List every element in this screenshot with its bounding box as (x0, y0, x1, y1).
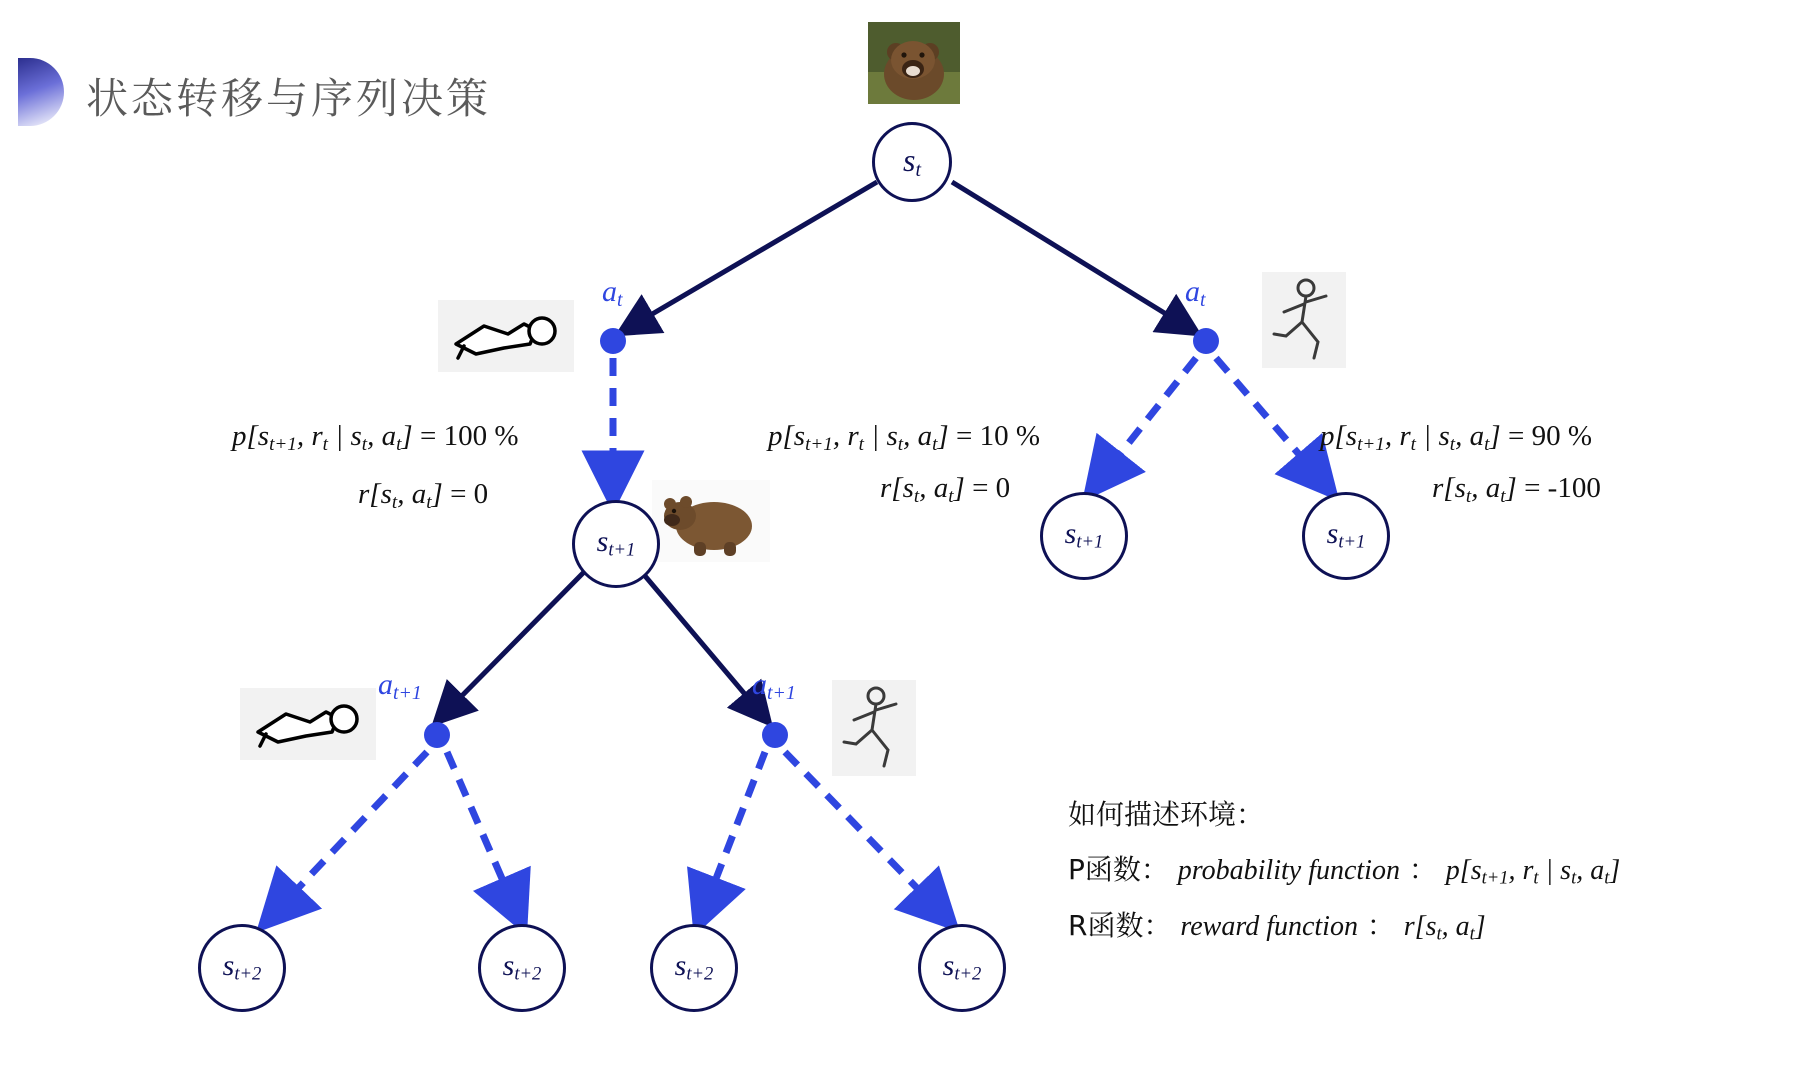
annotation-left-probability: $p[s_{t+1}$, $r_t$ | $s_t$, $a_t] = 100$ % (232, 420, 519, 455)
state-node-s-t1-right[interactable]: $s_{t+1}$ (1302, 492, 1390, 580)
state-node-root-label: $s_t$ (903, 141, 921, 181)
person-lying-down-icon (438, 300, 574, 372)
annotation-mid-probability: $p[s_{t+1}$, $r_t$ | $s_t$, $a_t] = 10$ % (768, 420, 1040, 455)
action-label-at-right: $a_t$ (1185, 275, 1206, 311)
legend-row-r (1068, 901, 1620, 951)
bear-standing-photo (652, 480, 770, 562)
action-node-at-left[interactable] (600, 328, 626, 354)
legend-r-formula: $r[s_t$, $a_t$] (1403, 911, 1486, 944)
state-node-s-t1-left[interactable]: $s_{t+1}$ (572, 500, 660, 588)
state-node-s-t2-2[interactable]: $s_{t+2}$ (478, 924, 566, 1012)
legend-p-formula: $p[s_{t+1}$, $r_t$ | $s_t$, $a_t$] (1445, 855, 1621, 888)
legend-heading: 如何描述环境： (1068, 798, 1265, 831)
legend-r-sep: ： (1366, 909, 1395, 942)
legend-p-sep: ： (1408, 853, 1437, 886)
legend-block (1068, 790, 1620, 957)
legend-r-term: reward function (1180, 911, 1358, 942)
state-node-s-t1-mid[interactable]: $s_{t+1}$ (1040, 492, 1128, 580)
state-node-s-t2-1[interactable]: $s_{t+2}$ (198, 924, 286, 1012)
legend-r-name: R函数： (1068, 909, 1172, 942)
page-title: 状态转移与序列决策 (86, 74, 492, 123)
annotation-left-reward: $r[s_t$, $a_t] = 0$ (358, 478, 489, 513)
annotation-right-reward: $r[s_t$, $a_t] = -100$ (1432, 472, 1601, 507)
annotation-mid-reward: $r[s_t$, $a_t] = 0$ (880, 472, 1011, 507)
action-label-at1-right: $a_{t+1}$ (752, 668, 796, 704)
legend-row-p (1068, 845, 1620, 895)
state-node-s-t2-4[interactable]: $s_{t+2}$ (918, 924, 1006, 1012)
bear-roaring-photo (868, 22, 960, 104)
action-node-at-right[interactable] (1193, 328, 1219, 354)
person-lying-down-icon-2 (240, 688, 376, 760)
person-running-icon-2 (832, 680, 916, 776)
action-node-at1-left[interactable] (424, 722, 450, 748)
action-label-at-left: $a_t$ (602, 275, 623, 311)
action-label-at1-left: $a_{t+1}$ (378, 668, 422, 704)
annotation-right-probability: $p[s_{t+1}$, $r_t$ | $s_t$, $a_t] = 90$ % (1320, 420, 1592, 455)
state-node-root[interactable] (872, 122, 952, 202)
legend-p-term: probability function (1177, 855, 1400, 886)
state-node-s-t2-3[interactable]: $s_{t+2}$ (650, 924, 738, 1012)
legend-p-name: P函数： (1068, 853, 1169, 886)
action-node-at1-right[interactable] (762, 722, 788, 748)
person-running-icon (1262, 272, 1346, 368)
